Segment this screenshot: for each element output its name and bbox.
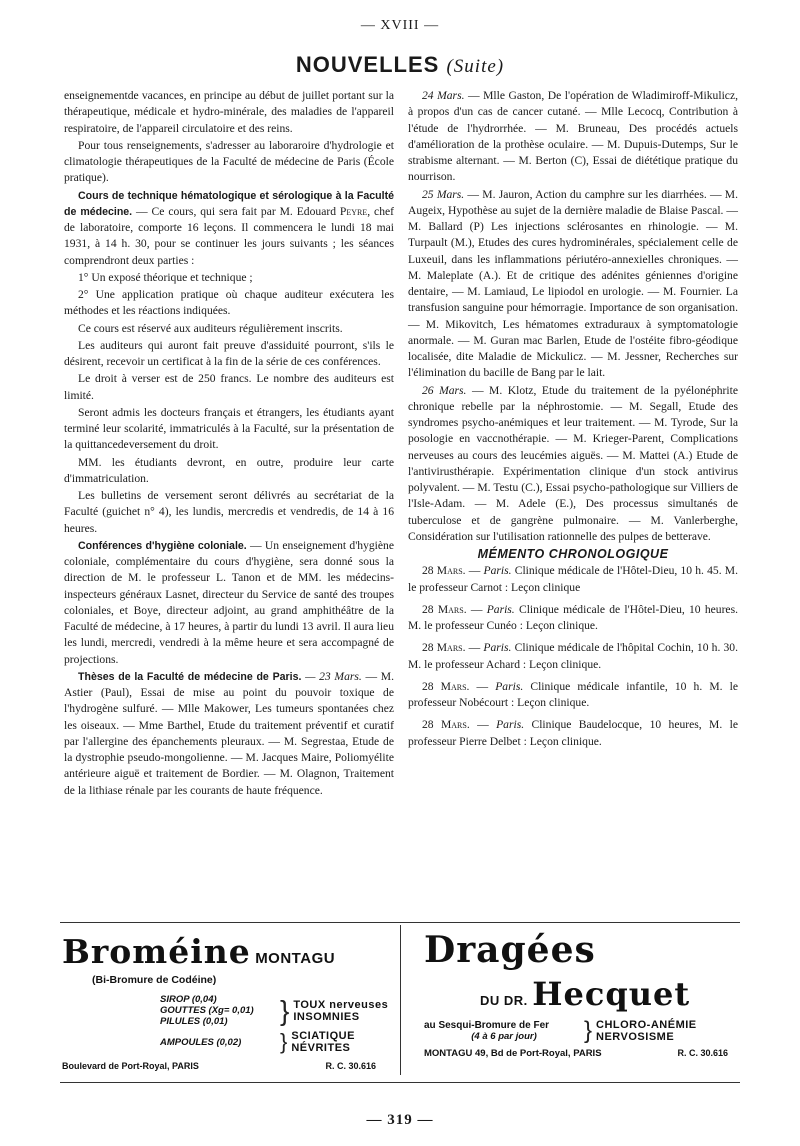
memento-date: 28 Mars. [422,679,470,693]
day-date: 24 Mars. [422,89,465,102]
theses-text: — M. Astier (Paul), Essai de mise au point du pouvoir toxique de l'hydrogène sulfuré. — Mlle Makower, Les tumeurs spontanées chez les oiseaux. — Mme Barthel, Etude du traitement préventif et curatif par l'allergine des épanchements pleuraux. — M. Segrestaa, Etude de la dystrophie pseudo-mongolienne. — M. Jacques Maire, Poliomyélite antérieure aiguë et traitement de Bordier. — M. Olagnon, Traitement de la lithiase rénale par les courants de haute fréquence. [64,669,395,797]
memento-date: 28 Mars. [422,718,470,732]
memento-city: Paris. [483,564,512,578]
ad-indication: CHLORO-ANÉMIE [596,1019,697,1031]
ads-divider [400,925,401,1075]
ad-forms [160,994,280,1027]
memento-entry: 28 Mars. — Paris. Clinique médicale infantile, 10 h. M. le professeur Nobécourt : Leçon clinique. [408,679,738,709]
ad-hecquet [410,928,740,1078]
ad-address: Boulevard de Port-Royal, PARIS [62,1061,199,1071]
ad-indication: SCIATIQUE [291,1030,355,1042]
brace-icon: } [584,1017,593,1044]
theses-heading: Thèses de la Faculté de médecine de Paris. [78,670,302,683]
memento-text: Clinique médicale infantile, 10 h. M. le professeur Nobécourt : Leçon clinique. [408,679,738,709]
theses-day-26 [408,383,738,546]
memento-entry: 28 Mars. — Paris. Clinique médicale de l'hôpital Cochin, 10 h. 30. M. le professeur Achard : Leçon clinique. [408,641,738,671]
paragraph: Les bulletins de versement seront délivrés au secrétariat de la Faculté (guichet n° 4), les lundis, mercredis et vendredis, de 14 à 16 heures. [64,489,394,535]
day-text: — Mlle Gaston, De l'opération de Wladimiroff-Mikulicz, à propos d'un cas de cancer cutané. — Mlle Lecocq, Contribution à l'étude de l'hydrorrhée. — M. Bruneau, Des procédés actuels d'amélioration de la prothèse oculaire. — M. Dupuis-Dutemps, Sur le strabisme alternant. — M. Berton (C), Essai de diététique pratique du nourrison. [408,89,738,184]
ad-indications [291,1030,355,1054]
theses-paragraph [64,669,394,799]
memento-text: Clinique médicale de l'Hôtel-Dieu, 10 heures. M. le professeur Cunéo : Leçon clinique. [408,602,738,632]
memento-entry: 28 Mars. — Paris. Clinique Baudelocque, 10 heures, M. le professeur Pierre Delbet : Leçon clinique. [408,718,739,748]
folio: — XVIII — [360,18,440,33]
memento-city: Paris. [483,641,512,655]
right-column [408,88,738,756]
ad-name: Hecquet [532,975,691,1013]
left-column [64,88,394,800]
ad-desc: au Sesqui-Bromure de Fer [424,1020,550,1031]
day-date: 26 Mars. [422,383,467,397]
memento-entry: 28 Mars. — Paris. Clinique médicale de l'Hôtel-Dieu, 10 h. 45. M. le professeur Carnot : Leçon clinique [408,564,739,594]
paragraph: Seront admis les docteurs français et étrangers, les étudiants ayant terminé leur scolarité, immatriculés à la Faculté, sur la présentation de la quittancedeversement du droit. [64,405,394,452]
ad-desc-block [424,1020,584,1042]
list-item: 2° Une application pratique où chaque auditeur exécutera les méthodes et les réactions indiquées. [64,288,394,318]
brace-icon: } [280,994,290,1026]
ad-indication: NERVOSISME [596,1031,675,1043]
ad-form: PILULES (0,01) [160,1016,228,1027]
ad-indication: TOUX nerveuses [293,998,389,1011]
ads-top-rule [60,922,740,923]
paragraph: Ce cours est réservé aux auditeurs régulièrement inscrits. [78,321,343,335]
coloniale-paragraph [64,538,394,668]
ad-form: SIROP (0,04) [160,994,217,1005]
cours-name: Peyre [339,204,368,218]
ad-brand: Dragées [424,929,596,971]
paragraph: Les auditeurs qui auront fait preuve d'assiduité pourront, s'ils le désirent, recevoir un certificat à la fin de la série de ces conférences. [64,338,394,368]
day-text: — M. Klotz, Etude du traitement de la pyélonéphrite chronique rebelle par la néphrostomie. — M. Segall, Etude des syndromes psycho-anémiques et leur traitement. — M. Tyrode, Sur la posologie en vaccnothérapie. — M. Krieger-Parent, Complications nerveuses au cours des leucémies aiguës. — M. Mattei (A.) Etude de l'antivirusthérapie. Expérimentation clinique d'un stock antivirus polyvalent. — M. Testu (C.), Essai psycho-pathologique sur Villiers de l'Isle-Adam. — M. Adele (E.), Des processus simultanés de tuberculose et de gangrène pulmonaire. — M. Vanlerberghe, Considération sur l'utilisation rationnelle des pulpes de betterave. [408,383,738,543]
day-text: — M. Jauron, Action du camphre sur les diarrhées. — M. Augeix, Hypothèse au sujet de la dernière maladie de Blaise Pascal. — M. Ballard (P) Les injections sclérosantes en rhinologie. — M. Turpault (M.), Etudes des cures hydrominérales, spécialement celle de Luxeuil, dans les inflammations périutéro-annexielles chroniques. — M. Maleplate (A.). Et de critique des adénites géniennes d'origine dentaire, — M. Lamiaud, Le lipiodol en urologie. — M. Fournier. La transfusion sanguine pour hémorragie. Importance de son organisation. — M. Mikovitch, Les hématomes extraduraux à symptomatologie anormale. — M. Guran mac Barlen, Etude de l'ostéite fibro-géodique localisée, dite Maladie de Mickulicz. — M. Jessner, Recherches sur l'élimination du bacille de Bang par le lait. [408,187,738,380]
cours-paragraph [64,188,394,269]
ad-code: R. C. 30.616 [325,1061,376,1071]
ad-indication: INSOMNIES [293,1010,360,1023]
theses-date: — 23 Mars. [301,669,362,683]
brace-icon: } [280,1029,288,1054]
section-title: NOUVELLES [295,52,440,77]
ad-indications [293,999,388,1023]
memento-title: MÉMENTO CHRONOLOGIQUE [477,547,669,561]
coloniale-heading: Conférences d'hygiène coloniale. [78,539,247,552]
cours-text: , chef de laboratoire, comporte 16 leçons. Il commencera le lundi 18 mai 1931, à 14 h. 30, pour se continuer les jours suivants ; les séances comprendront deux parties : [64,204,395,267]
memento-city: Paris. [496,718,525,732]
ad-du-dr: DU DR. [480,993,528,1008]
ad-code: R. C. 30.616 [677,1048,728,1058]
section-header [0,52,800,78]
ad-subtitle: (Bi-Bromure de Codéine) [92,974,217,986]
ad-dose: (4 à 6 par jour) [471,1031,537,1042]
memento-text: Clinique Baudelocque, 10 heures, M. le professeur Pierre Delbet : Leçon clinique. [408,718,739,748]
page-number: — 319 — [366,1112,434,1128]
cours-text: — Ce cours, qui sera fait par M. Edouard [132,204,340,218]
memento-text: Clinique médicale de l'Hôtel-Dieu, 10 h. 45. M. le professeur Carnot : Leçon clinique [408,564,739,594]
memento-list [408,563,738,750]
cours-heading: Cours de technique hématologique et sérologique à la Faculté de médecine. [64,189,394,218]
theses-day-25 [408,187,738,382]
memento-city: Paris. [486,602,515,616]
ad-form: AMPOULES (0,02) [160,1036,242,1048]
ad-address: MONTAGU 49, Bd de Port-Royal, PARIS [424,1048,602,1059]
ad-indications [596,1019,697,1043]
theses-day-24 [408,88,738,186]
ad-brand: Broméine [62,932,251,971]
paragraph: Pour tous renseignements, s'adresser au laboraroire d'hydrologie et climatologie thérapeutiques de la Faculté de médecine de Paris (École pratique). [64,138,394,185]
memento-entry: 28 Mars. — Paris. Clinique médicale de l'Hôtel-Dieu, 10 heures. M. le professeur Cunéo : Leçon clinique. [408,602,738,632]
memento-date: 28 Mars. [422,564,466,578]
paragraph: enseignementde vacances, en principe au début de juillet portant sur la thérapeutique, médicale et hydro-minérale, des maladies de l'appareil respiratoire, de l'appareil circulatoire et des reins. [64,89,394,135]
ad-maker: MONTAGU [255,950,336,967]
memento-city: Paris. [495,679,524,693]
section-suite: (Suite) [446,56,505,77]
day-date: 25 Mars. [422,187,465,201]
ad-indication: NÉVRITES [291,1042,351,1054]
ad-bromeine [62,928,396,1078]
memento-text: Clinique médicale de l'hôpital Cochin, 10 h. 30. M. le professeur Achard : Leçon clinique. [408,641,738,671]
memento-date: 28 Mars. [422,602,467,616]
list-item: 1° Un exposé théorique et technique ; [78,270,253,284]
paragraph: MM. les étudiants devront, en outre, produire leur carte d'immatriculation. [64,455,394,485]
paragraph: Le droit à verser est de 250 francs. Le nombre des auditeurs est limité. [64,372,394,402]
ad-form: GOUTTES (Xg= 0,01) [160,1005,254,1016]
memento-date: 28 Mars. [422,641,466,655]
coloniale-text: — Un enseignement d'hygiène coloniale, complémentaire du cours d'hygiène, sera donné sous la direction de M. le professeur L. Tanon et de MM. les médecins-inspecteurs généraux Lasnet, directeur du Service de santé des troupes coloniales, et Boye, directeur adjoint, au grand amphithéâtre de la Faculté de médecine, à 17 heures, à partir du lundi 13 avril. Il aura lieu les lundi, mercredi, vendredi à la même heure et sera accompagné de projections. [64,538,394,666]
ads-bottom-rule [60,1082,740,1083]
